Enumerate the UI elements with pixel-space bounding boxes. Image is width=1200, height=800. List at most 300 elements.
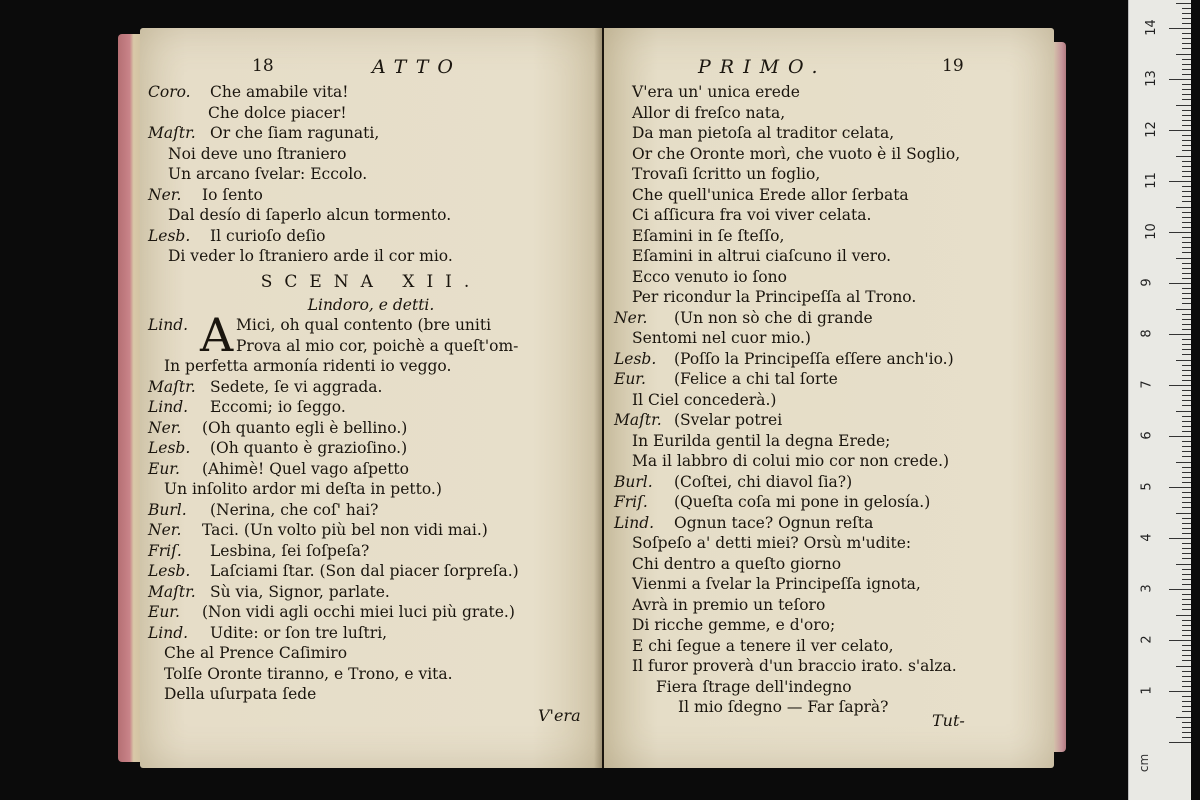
ruler-tick (1182, 579, 1191, 580)
text-line (140, 500, 602, 521)
ruler-tick (1182, 523, 1191, 524)
verse-text: (Svelar potrei (674, 411, 783, 429)
text-line (604, 636, 1054, 657)
ruler-tick (1169, 283, 1191, 284)
ruler-tick (1182, 548, 1191, 549)
text-line (604, 595, 1054, 616)
speaker-label: Maſtr. (148, 377, 196, 396)
speaker-label: Lind. (148, 623, 189, 642)
text-line (604, 697, 1054, 718)
text-line (140, 205, 602, 226)
ruler-tick (1182, 711, 1191, 712)
ruler-tick (1182, 375, 1191, 376)
ruler-tick (1182, 528, 1191, 529)
ruler-tick (1169, 742, 1191, 743)
ruler-tick (1169, 487, 1191, 488)
text-line (140, 397, 602, 418)
verse-text: Or che Oronte morì, che vuoto è il Soglio, (632, 144, 961, 163)
ruler-tick (1182, 298, 1191, 299)
ruler-tick (1182, 599, 1191, 600)
scene-title: SCENA XII. (260, 271, 482, 292)
text-line (140, 336, 602, 357)
text-line (604, 144, 1054, 165)
verse-text: (Felice a chi tal ſorte (674, 370, 838, 388)
ruler-tick (1182, 492, 1191, 493)
ruler-label: 14 (1143, 19, 1159, 36)
text-line (604, 369, 1054, 390)
ruler-tick (1182, 125, 1191, 126)
text-line (604, 308, 1054, 329)
text-line (604, 533, 1054, 554)
text-line (604, 677, 1054, 698)
ruler-tick (1176, 258, 1191, 259)
ruler-tick (1182, 186, 1191, 187)
ruler-tick (1182, 477, 1191, 478)
ruler-label: 2 (1139, 635, 1155, 644)
text-line (140, 185, 602, 206)
verse-text: Ognun tace? Ognun reſta (674, 513, 874, 532)
verse-text: Fiera ſtrage dell'indegno (656, 677, 852, 696)
speaker-label: Lind. (148, 398, 189, 416)
ruler-label: 1 (1139, 686, 1155, 695)
ruler-tick (1182, 64, 1191, 65)
ruler-tick (1169, 79, 1191, 80)
left-page-header (140, 56, 602, 84)
ruler-tick (1182, 268, 1191, 269)
speaker-label: Maſtr. (148, 124, 196, 142)
text-line (604, 451, 1054, 472)
speaker-label: Eur. (148, 603, 180, 621)
ruler-tick (1182, 140, 1191, 141)
ruler-tick (1169, 691, 1191, 692)
text-line (140, 377, 602, 398)
ruler-tick (1182, 293, 1191, 294)
ruler-tick (1169, 130, 1191, 131)
ruler-tick (1182, 390, 1191, 391)
ruler-tick (1182, 227, 1191, 228)
text-line (140, 684, 602, 705)
text-line (604, 656, 1054, 677)
ruler-label: 12 (1143, 121, 1159, 138)
verse-text: (Nerina, che coſ' hai? (210, 500, 379, 519)
ruler-tick (1176, 105, 1191, 106)
ruler-tick (1169, 181, 1191, 182)
speaker-label: Maſtr. (614, 411, 662, 429)
left-page-text (140, 82, 602, 705)
ruler-tick (1182, 645, 1191, 646)
text-line (604, 431, 1054, 452)
text-line (604, 513, 1054, 534)
ruler-label: 8 (1139, 329, 1155, 338)
text-line (140, 479, 602, 500)
ruler-tick (1182, 344, 1191, 345)
text-line (140, 623, 602, 644)
ruler-tick (1182, 18, 1191, 19)
ruler-tick (1176, 156, 1191, 157)
text-line (140, 541, 602, 562)
ruler-tick (1182, 727, 1191, 728)
verse-text: Eſamini in altrui ciaſcuno il vero. (632, 247, 892, 265)
ruler-tick (1182, 94, 1191, 95)
ruler-tick (1182, 303, 1191, 304)
ruler-tick (1169, 589, 1191, 590)
ruler-tick (1176, 411, 1191, 412)
text-line (604, 554, 1054, 575)
ruler-tick (1182, 13, 1191, 14)
ruler-tick (1182, 456, 1191, 457)
ruler-tick (1182, 150, 1191, 151)
ruler-tick (1182, 574, 1191, 575)
ruler-tick (1182, 314, 1191, 315)
text-line (604, 267, 1054, 288)
text-line (604, 82, 1054, 103)
verse-text: Sù via, Signor, parlate. (210, 582, 390, 601)
verse-text: (Coſtei, chi diavol ſia?) (674, 472, 853, 491)
ruler-tick (1182, 441, 1191, 442)
text-line (604, 205, 1054, 226)
speaker-label: Lind. (614, 513, 655, 532)
verse-text: Che quell'unica Erede allor ſerbata (632, 185, 909, 204)
ruler-tick (1169, 232, 1191, 233)
ruler-tick (1182, 472, 1191, 473)
verse-text: (Un non sò che di grande (674, 308, 873, 327)
speaker-label: Burl. (148, 500, 187, 519)
verse-text: Prova al mio cor, poichè a queſt'om- (236, 336, 519, 355)
verse-text: Avrà in premio un teſoro (632, 595, 826, 614)
ruler-tick (1176, 462, 1191, 463)
speaker-label: Maſtr. (148, 582, 196, 601)
ruler-tick (1182, 74, 1191, 75)
text-line (604, 390, 1054, 411)
verse-text: Mici, oh qual contento (bre uniti (236, 316, 492, 334)
text-line (604, 103, 1054, 124)
ruler-tick (1182, 59, 1191, 60)
verse-text: (Poſſo la Principeſſa eſſere anch'io.) (674, 349, 954, 368)
ruler-label: 3 (1139, 584, 1155, 593)
ruler-tick (1182, 467, 1191, 468)
right-page-text (604, 82, 1054, 718)
ruler-tick (1176, 564, 1191, 565)
verse-text: Tolſe Oronte tiranno, e Trono, e vita. (164, 664, 453, 683)
text-line (140, 459, 602, 480)
left-running-head: ATTO (372, 56, 462, 78)
ruler-tick (1176, 207, 1191, 208)
speaker-label: Ner. (614, 308, 648, 327)
ruler-tick (1182, 701, 1191, 702)
speaker-label: Eur. (614, 370, 646, 388)
book-edge-right (1052, 42, 1066, 752)
speaker-label: Friſ. (148, 541, 182, 560)
ruler-tick (1182, 660, 1191, 661)
ruler-tick (1182, 650, 1191, 651)
ruler-tick (1182, 426, 1191, 427)
ruler-tick (1182, 222, 1191, 223)
ruler-tick (1182, 8, 1191, 9)
speaker-label: Eur. (148, 459, 180, 478)
ruler-tick (1182, 518, 1191, 519)
verse-text: Or che ſiam ragunati, (210, 124, 380, 142)
text-line (140, 144, 602, 165)
verse-text: Di ricche gemme, e d'oro; (632, 616, 836, 634)
ruler-tick (1182, 732, 1191, 733)
speaker-label: Lesb. (614, 349, 657, 368)
left-page (140, 28, 602, 768)
speaker-label: Burl. (614, 472, 653, 491)
verse-text: V'era un' unica erede (632, 83, 800, 101)
text-line (140, 438, 602, 459)
verse-text: Vienmi a ſvelar la Principeſſa ignota, (632, 575, 921, 593)
ruler-tick (1176, 615, 1191, 616)
right-page (604, 28, 1054, 768)
ruler-tick (1182, 671, 1191, 672)
ruler-tick (1182, 99, 1191, 100)
ruler-tick (1182, 339, 1191, 340)
verse-text: Sedete, ſe vi aggrada. (210, 377, 383, 396)
ruler-tick (1182, 696, 1191, 697)
text-line (140, 246, 602, 267)
text-line (604, 164, 1054, 185)
ruler-tick (1182, 278, 1191, 279)
verse-text: Dal desío di ſaperlo alcun tormento. (168, 206, 452, 224)
ruler-tick (1182, 502, 1191, 503)
ruler-tick (1169, 385, 1191, 386)
ruler-tick (1182, 558, 1191, 559)
text-line (604, 123, 1054, 144)
ruler-tick (1182, 737, 1191, 738)
ruler-tick (1182, 247, 1191, 248)
verse-text: Che al Prence Caſimiro (164, 644, 348, 662)
text-line (604, 410, 1054, 431)
text-line (604, 492, 1054, 513)
ruler-tick (1176, 717, 1191, 718)
text-line (604, 287, 1054, 308)
ruler-tick (1182, 252, 1191, 253)
verse-text: Taci. (Un volto più bel non vidi mai.) (202, 521, 488, 539)
ruler-tick (1169, 640, 1191, 641)
ruler-tick (1182, 43, 1191, 44)
ruler-tick (1182, 110, 1191, 111)
ruler-tick (1182, 166, 1191, 167)
verse-text: Il furor proverà d'un braccio irato. s'alza. (632, 657, 957, 675)
verse-text: Chi dentro a queſto giorno (632, 554, 842, 573)
ruler-tick (1182, 620, 1191, 621)
right-running-head: PRIMO. (698, 56, 827, 78)
speaker-label: Coro. (148, 83, 191, 101)
text-line (140, 561, 602, 582)
ruler-tick (1182, 115, 1191, 116)
ruler-tick (1182, 196, 1191, 197)
verse-text: Di veder lo ſtraniero arde il cor mio. (168, 247, 453, 265)
ruler-tick (1182, 635, 1191, 636)
ruler-tick (1182, 400, 1191, 401)
left-catchword: V'era (538, 706, 581, 725)
ruler-label: 4 (1139, 533, 1155, 542)
text-line (604, 574, 1054, 595)
ruler-tick (1182, 329, 1191, 330)
ruler-tick (1182, 365, 1191, 366)
ruler-tick (1182, 706, 1191, 707)
verse-text: Che dolce piacer! (208, 103, 347, 122)
ruler-tick (1182, 405, 1191, 406)
speaker-label: Ner. (148, 185, 182, 204)
ruler-tick (1182, 482, 1191, 483)
ruler-tick (1182, 569, 1191, 570)
ruler-label: 9 (1139, 278, 1155, 287)
ruler-label: 10 (1143, 223, 1159, 240)
right-page-number: 19 (942, 56, 964, 76)
ruler-tick (1182, 451, 1191, 452)
ruler-tick (1176, 54, 1191, 55)
text-line (604, 185, 1054, 206)
ruler-label: 5 (1139, 482, 1155, 491)
verse-text: Eccomi; io ſeggo. (210, 398, 346, 416)
ruler-tick (1182, 543, 1191, 544)
text-line (140, 82, 602, 103)
verse-text: Il Ciel concederà.) (632, 390, 777, 409)
speaker-label: Lesb. (148, 562, 191, 580)
ruler-tick (1176, 3, 1191, 4)
ruler-tick (1182, 609, 1191, 610)
verse-text: Lesbina, ſei ſoſpeſa? (210, 541, 370, 560)
ruler-tick (1182, 421, 1191, 422)
ruler-tick (1182, 212, 1191, 213)
ruler-tick (1182, 89, 1191, 90)
verse-text: Ci aſſicura fra voi viver celata. (632, 206, 872, 224)
ruler-tick (1182, 191, 1191, 192)
ruler-tick (1182, 263, 1191, 264)
text-line (140, 226, 602, 247)
speaker-label: Friſ. (614, 493, 648, 511)
ruler-tick (1176, 513, 1191, 514)
verse-text: In perfetta armonía ridenti io veggo. (164, 357, 452, 375)
book-spread (118, 28, 1066, 770)
speaker-label: Ner. (148, 521, 182, 539)
ruler-tick (1182, 48, 1191, 49)
verse-text: Da man pietoſa al traditor celata, (632, 124, 895, 142)
ruler-tick (1182, 497, 1191, 498)
ruler-tick (1182, 201, 1191, 202)
verse-text: Il mio ſdegno — Far ſaprà? (678, 698, 889, 716)
ruler-tick (1182, 288, 1191, 289)
ruler-tick (1182, 594, 1191, 595)
ruler-tick (1182, 431, 1191, 432)
drop-cap-letter: A (200, 308, 234, 362)
verse-text: Trovaſi ſcritto un foglio, (632, 165, 821, 183)
verse-text: (Oh quanto è grazioſino.) (210, 439, 408, 457)
ruler-tick (1182, 135, 1191, 136)
ruler-tick (1182, 217, 1191, 218)
speaker-label: Lesb. (148, 226, 191, 245)
verse-text: Udite: or ſon tre luſtri, (210, 623, 388, 642)
verse-text: Che amabile vita! (210, 83, 349, 101)
text-line (140, 418, 602, 439)
ruler-label: 11 (1143, 172, 1159, 189)
verse-text: E chi ſegue a tenere il ver celato, (632, 636, 894, 655)
ruler-tick (1182, 324, 1191, 325)
ruler-label: 6 (1139, 431, 1155, 440)
verse-text: (Ahimè! Quel vago aſpetto (202, 459, 409, 478)
ruler-tick (1182, 625, 1191, 626)
verse-text: In Eurilda gentil la degna Erede; (632, 431, 891, 450)
ruler-tick (1182, 273, 1191, 274)
ruler-tick (1182, 370, 1191, 371)
ruler-tick (1169, 436, 1191, 437)
ruler-tick (1182, 319, 1191, 320)
ruler-tick (1182, 176, 1191, 177)
ruler-tick (1182, 686, 1191, 687)
ruler-tick (1182, 237, 1191, 238)
ruler-tick (1182, 171, 1191, 172)
ruler-tick (1176, 309, 1191, 310)
speaker-label: Lesb. (148, 439, 191, 457)
verse-text: Laſciami ſtar. (Son dal piacer ſorpreſa.) (210, 562, 519, 580)
ruler-tick (1182, 120, 1191, 121)
verse-text: Allor di freſco nata, (632, 103, 786, 122)
verse-text: Ecco venuto io ſono (632, 267, 787, 286)
text-line (140, 582, 602, 603)
verse-text: Noi deve uno ſtraniero (168, 144, 347, 163)
ruler-tick (1182, 416, 1191, 417)
ruler-tick (1182, 533, 1191, 534)
text-line (604, 328, 1054, 349)
speaker-label: Lind. (148, 316, 189, 334)
ruler-unit: cm (1137, 753, 1152, 773)
ruler-tick (1169, 538, 1191, 539)
ruler-tick (1182, 69, 1191, 70)
ruler-tick (1182, 681, 1191, 682)
measuring-ruler (1128, 0, 1191, 800)
text-line (604, 246, 1054, 267)
scene-subtitle: Lindoro, e detti. (307, 295, 435, 314)
ruler-tick (1169, 28, 1191, 29)
ruler-tick (1182, 349, 1191, 350)
ruler-label: 7 (1139, 380, 1155, 389)
ruler-tick (1182, 354, 1191, 355)
verse-text: Ma il labbro di colui mio cor non crede.) (632, 452, 950, 470)
ruler-tick (1182, 604, 1191, 605)
text-line (140, 643, 602, 664)
verse-text: Soſpeſo a' detti miei? Orsù m'udite: (632, 534, 912, 552)
ruler-tick (1182, 584, 1191, 585)
text-line (140, 520, 602, 541)
speaker-label: Ner. (148, 418, 182, 437)
ruler-tick (1182, 242, 1191, 243)
ruler-tick (1182, 33, 1191, 34)
ruler-tick (1182, 553, 1191, 554)
verse-text: Sentomi nel cuor mio.) (632, 329, 811, 347)
verse-text: Il curioſo deſio (210, 226, 326, 245)
ruler-tick (1182, 630, 1191, 631)
text-line (140, 103, 602, 124)
text-line (140, 602, 602, 623)
ruler-tick (1169, 334, 1191, 335)
ruler-tick (1182, 23, 1191, 24)
text-line (604, 226, 1054, 247)
ruler-tick (1182, 84, 1191, 85)
right-catchword: Tut- (932, 711, 965, 730)
ruler-label: 13 (1143, 70, 1159, 87)
text-line (604, 349, 1054, 370)
ruler-tick (1182, 161, 1191, 162)
verse-text: Un arcano ſvelar: Eccolo. (168, 165, 368, 183)
ruler-tick (1182, 507, 1191, 508)
ruler-tick (1182, 145, 1191, 146)
verse-text: (Oh quanto egli è bellino.) (202, 418, 408, 437)
ruler-tick (1176, 360, 1191, 361)
text-line (140, 664, 602, 685)
ruler-tick (1182, 655, 1191, 656)
right-page-header (604, 56, 1054, 84)
